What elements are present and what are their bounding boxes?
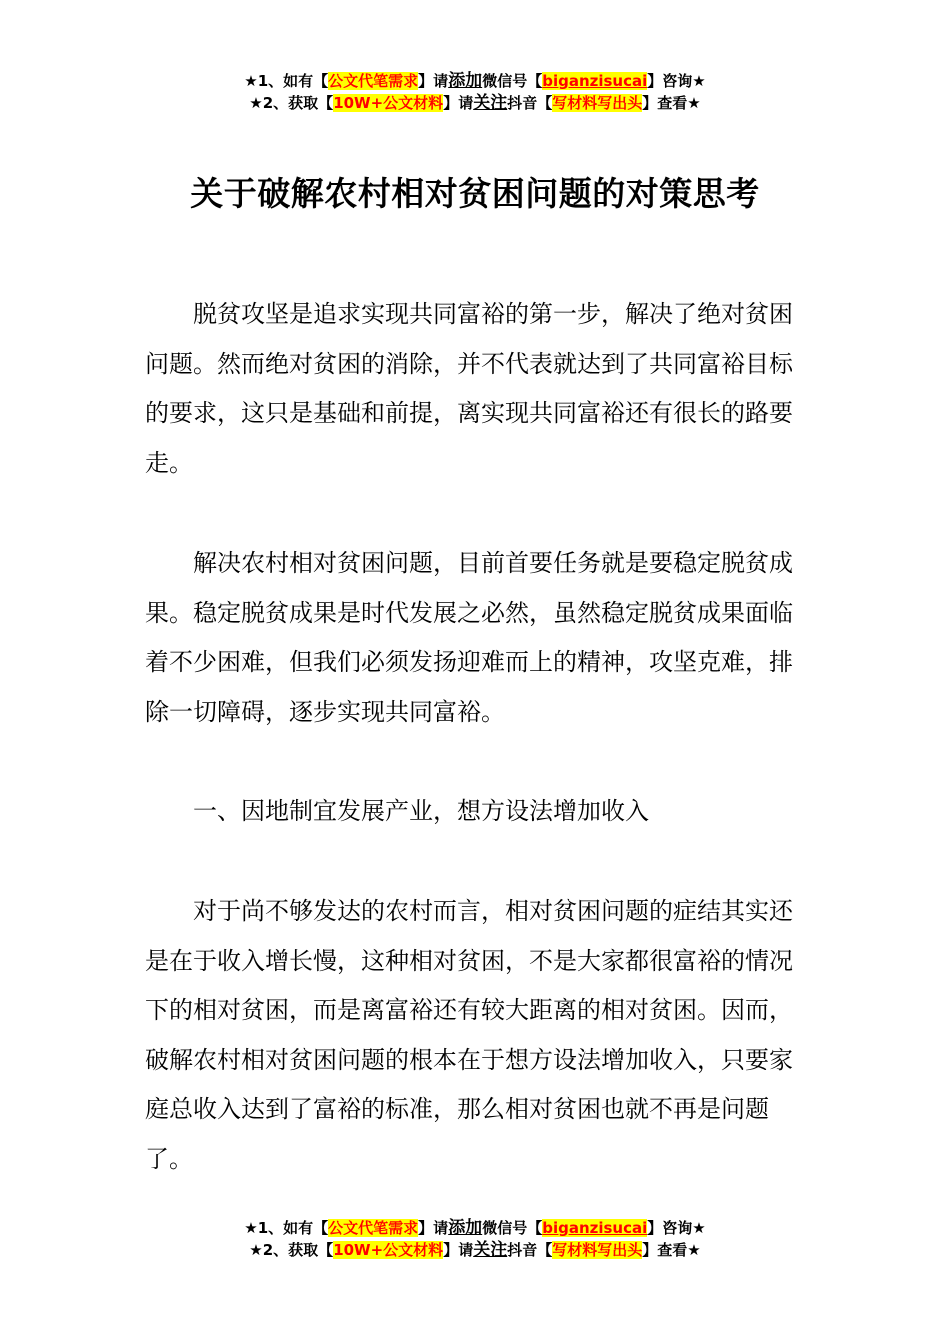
promo-line-2 (0, 92, 950, 114)
promo-highlight: 写材料写出头 (552, 94, 643, 112)
document-title: 关于破解农村相对贫困问题的对策思考 (190, 174, 760, 214)
wechat-id-link[interactable]: biganzisucai (542, 1219, 648, 1237)
promo-text: 】查看★ (642, 1241, 701, 1259)
promo-line-1 (0, 70, 950, 92)
promo-text: 】咨询★ (647, 72, 706, 90)
promo-highlight: 公文代笔需求 (328, 1219, 419, 1237)
promo-text: 】请 (418, 72, 449, 90)
promo-emphasis: 关注 (473, 1240, 508, 1260)
promo-text: 】请 (443, 94, 474, 112)
wechat-id-link[interactable]: biganzisucai (542, 72, 648, 90)
promo-text: ★2、获取【 (249, 1241, 334, 1259)
promo-text: 微信号【 (482, 1219, 543, 1237)
paragraph-text: 解决农村相对贫困问题，目前首要任务就是要稳定脱贫成果。稳定脱贫成果是时代发展之必然，虽然稳定脱贫成果面临着不少困难，但我们必须发扬迎难而上的精神，攻坚克难，排除一切障碍，逐步实现共同富裕。 (145, 549, 793, 726)
promo-text: 抖音【 (507, 1241, 553, 1259)
promo-text: 抖音【 (507, 94, 553, 112)
promo-highlight: 公文代笔需求 (328, 72, 419, 90)
promo-text: ★2、获取【 (249, 94, 334, 112)
promo-text: 】请 (418, 1219, 449, 1237)
section-heading (145, 787, 807, 837)
paragraph-text: 对于尚不够发达的农村而言，相对贫困问题的症结其实还是在于收入增长慢，这种相对贫困，不是大家都很富裕的情况下的相对贫困，而是离富裕还有较大距离的相对贫困。因而，破解农村相对贫困问题的根本在于想方设法增加收入，只要家庭总收入达到了富裕的标准，那么相对贫困也就不再是问题了。 (145, 897, 793, 1173)
promo-text: 】查看★ (642, 94, 701, 112)
promo-line-1 (0, 1217, 950, 1239)
header-promo (0, 70, 950, 114)
promo-line-2 (0, 1239, 950, 1261)
promo-text: ★1、如有【 (244, 72, 329, 90)
promo-highlight: 10W+公文材料 (333, 94, 444, 112)
promo-highlight: 写材料写出头 (552, 1241, 643, 1259)
promo-text: ★1、如有【 (244, 1219, 329, 1237)
section-heading-text: 一、因地制宜发展产业，想方设法增加收入 (193, 797, 649, 825)
promo-highlight: 10W+公文材料 (333, 1241, 444, 1259)
promo-emphasis: 添加 (448, 71, 483, 91)
paragraph-text: 脱贫攻坚是追求实现共同富裕的第一步，解决了绝对贫困问题。然而绝对贫困的消除，并不代表就达到了共同富裕目标的要求，这只是基础和前提，离实现共同富裕还有很长的路要走。 (145, 300, 793, 477)
body-paragraph (145, 290, 807, 488)
promo-emphasis: 添加 (448, 1218, 483, 1238)
body-paragraph (145, 539, 807, 737)
body-paragraph (145, 887, 807, 1185)
footer-promo (0, 1217, 950, 1261)
promo-emphasis: 关注 (473, 93, 508, 113)
promo-text: 】请 (443, 1241, 474, 1259)
promo-text: 微信号【 (482, 72, 543, 90)
promo-text: 】咨询★ (647, 1219, 706, 1237)
